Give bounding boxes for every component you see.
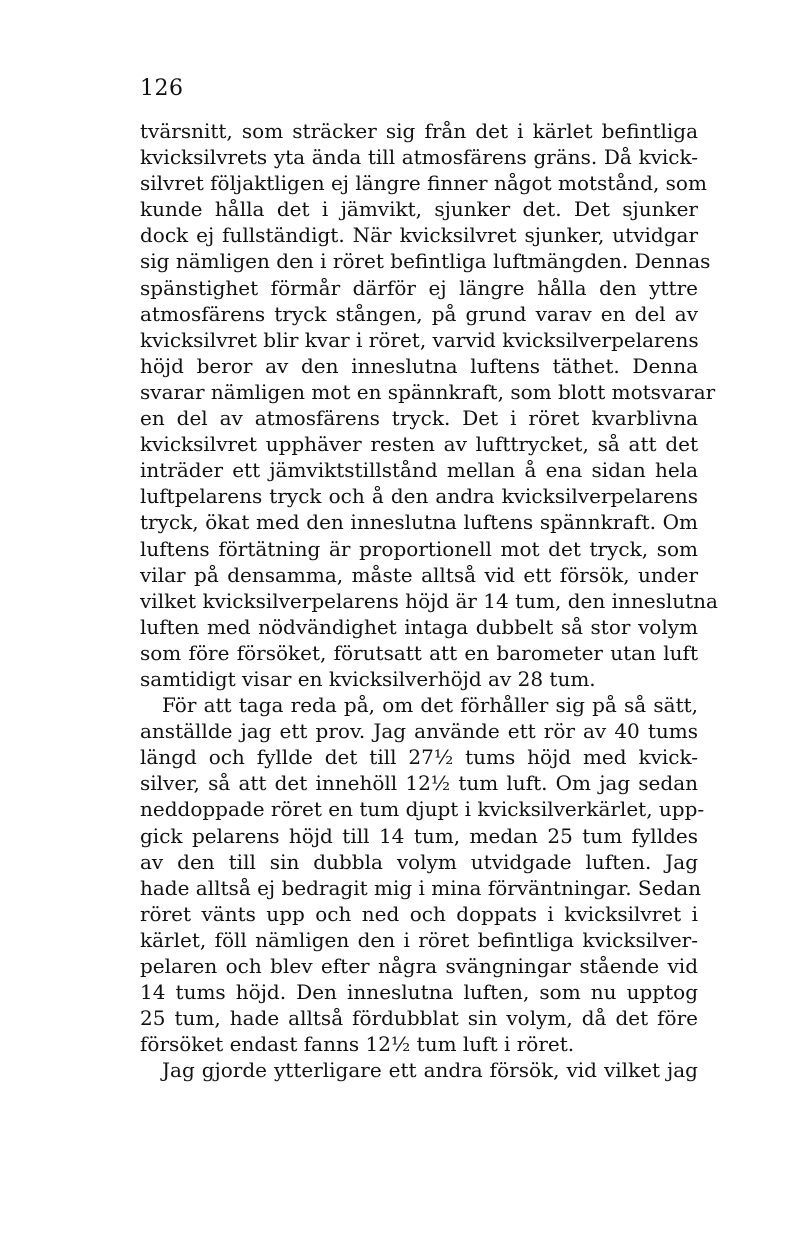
text-line: längd och fyllde det till 27½ tums höjd med kvick-: [140, 745, 698, 770]
text-line: kvicksilvret blir kvar i röret, varvid kvicksilverpelarens: [140, 327, 699, 352]
text-line: dock ej fullständigt. När kvicksilvret sjunker, utvidgar: [140, 223, 698, 248]
text-line: pelaren och blev efter några svängningar stående vid: [140, 954, 698, 978]
text-line: gick pelarens höjd till 14 tum, medan 25 tum fylldes: [140, 823, 698, 848]
text-line: inträder ett jämviktstillstånd mellan å ena sidan hela: [140, 458, 698, 483]
text-line: röret vänts upp och ned och doppats i kvicksilvret i: [140, 901, 698, 926]
text-line: vilket kvicksilverpelarens höjd är 14 tum, den inneslutna: [140, 588, 718, 613]
text-line: vilar på densamma, måste alltså vid ett försök, under: [140, 562, 698, 587]
paragraph-end-line: samtidigt visar en kvicksilverhöjd av 28 tum.: [140, 666, 596, 691]
paragraph-start-line: För att taga reda på, om det förhåller sig på så sätt,: [162, 693, 698, 718]
text-line: svarar nämligen mot en spännkraft, som blott motsvarar: [140, 379, 716, 404]
text-line: atmosfärens tryck stången, på grund varav en del av: [140, 301, 698, 326]
text-line: anställde jag ett prov. Jag använde ett rör av 40 tums: [140, 719, 698, 744]
text-line: luftpelarens tryck och å den andra kvicksilverpelarens: [140, 484, 698, 509]
text-line: silvret följaktligen ej längre finner något motstånd, som: [140, 171, 707, 196]
text-line: höjd beror av den inneslutna luftens täthet. Denna: [140, 353, 698, 378]
text-line: kärlet, föll nämligen den i röret befintliga kvicksilver-: [140, 927, 698, 952]
text-line: av den till sin dubbla volym utvidgade luften. Jag: [140, 849, 698, 874]
text-line: en del av atmosfärens tryck. Det i röret kvarblivna: [140, 406, 698, 431]
text-line: kvicksilvret upphäver resten av lufttrycket, så att det: [140, 432, 698, 457]
page-number: 126: [140, 76, 184, 101]
text-line: tvärsnitt, som sträcker sig från det i kärlet befintliga: [140, 119, 698, 143]
body-text: [140, 118, 718, 1083]
text-line: tryck, ökat med den inneslutna luftens spännkraft. Om: [140, 510, 698, 535]
paragraph-end-line: försöket endast fanns 12½ tum luft i röret.: [140, 1032, 575, 1057]
text-line: luftens förtätning är proportionell mot det tryck, som: [140, 536, 698, 561]
text-line: spänstighet förmår därför ej längre hålla den yttre: [140, 275, 698, 300]
text-line: kvicksilvrets yta ända till atmosfärens gräns. Då kvick-: [140, 145, 698, 170]
text-line: sig nämligen den i röret befintliga luftmängden. Dennas: [140, 249, 711, 274]
text-line: kunde hålla det i jämvikt, sjunker det. Det sjunker: [140, 197, 698, 222]
text-line: som före försöket, förutsatt att en barometer utan luft: [140, 640, 698, 665]
text-line: 25 tum, hade alltså fördubblat sin volym, då det före: [140, 1006, 698, 1031]
paragraph-start-line: Jag gjorde ytterligare ett andra försök, vid vilket jag: [162, 1058, 698, 1083]
text-line: neddoppade röret en tum djupt i kvicksilverkärlet, upp-: [140, 797, 705, 822]
text-line: silver, så att det innehöll 12½ tum luft. Om jag sedan: [140, 771, 698, 796]
text-line: hade alltså ej bedragit mig i mina förväntningar. Sedan: [140, 875, 702, 900]
text-line: 14 tums höjd. Den inneslutna luften, som nu upptog: [140, 980, 698, 1005]
text-line: luften med nödvändighet intaga dubbelt så stor volym: [140, 614, 698, 639]
